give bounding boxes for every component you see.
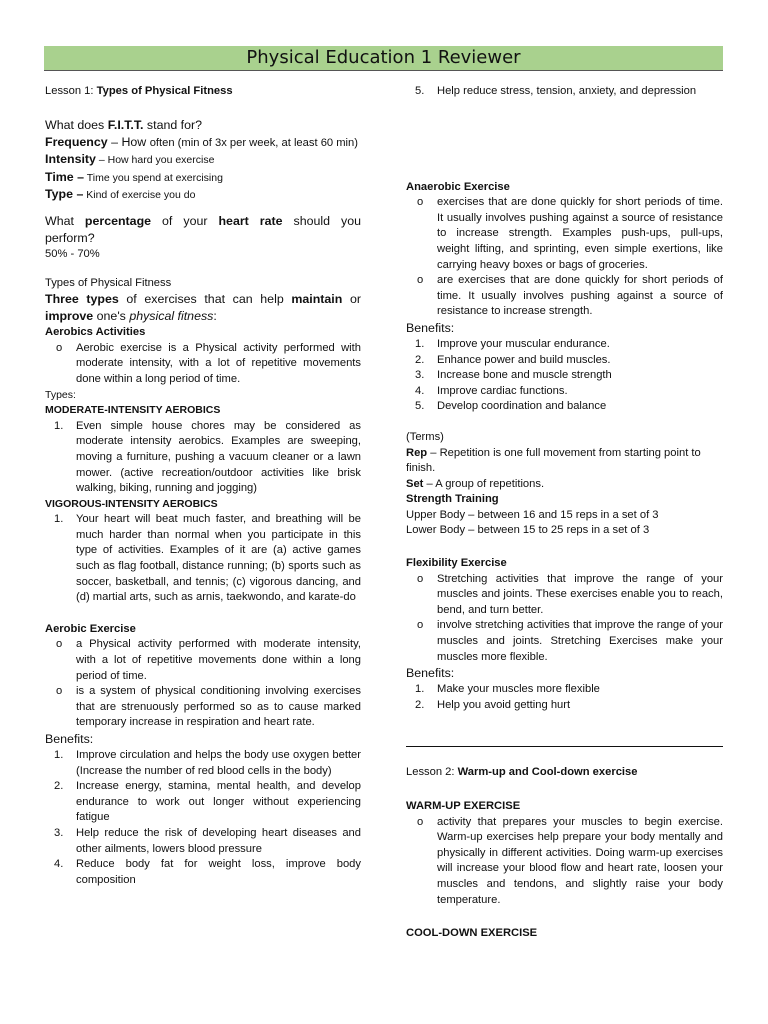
vigorous-heading: VIGOROUS-INTENSITY AEROBICS <box>45 497 218 510</box>
list-item: 5. Help reduce stress, tension, anxiety, and depression <box>415 85 697 97</box>
vigorous-list <box>45 512 361 606</box>
moderate-list <box>45 419 361 497</box>
list-item: o activity that prepares your muscles to begin exercise. Warm-up exercises help prepare your body mentally and physically in different activities. Doing warm-up exercises will increase your blood flow and heart rate, loosen your muscles and tendons, and slightly raise your body temperature. <box>406 815 723 909</box>
list-item: 2. Enhance power and build muscles. <box>415 353 611 366</box>
bullet-marker: o <box>417 572 424 585</box>
list-item: o are exercises that are done quickly for short periods of time. It usually involves pushing against a source of resistance to increase strength. <box>406 273 723 320</box>
warmup-heading: WARM-UP EXERCISE <box>406 800 521 812</box>
list-item: o is a system of physical conditioning involving exercises that are strenuously performed so as to cause marked temporary increase in respiration and heart rate. <box>45 684 361 731</box>
moderate-heading: MODERATE-INTENSITY AEROBICS <box>45 404 221 417</box>
fitt-frequency: Frequency – How often (min of 3x per week, at least 60 min) <box>45 134 358 149</box>
aerobics-heading: Aerobics Activities <box>45 326 146 339</box>
three-types-text: Three types of exercises that can help maintain or improve one's physical fitness: <box>45 292 361 324</box>
anaerobic-list <box>406 195 723 320</box>
bullet-marker: o <box>417 274 424 287</box>
aerobics-list <box>45 341 361 388</box>
strength-training-heading: Strength Training <box>406 493 499 506</box>
bullet-marker: o <box>56 638 63 651</box>
fitt-type: Type – Kind of exercise you do <box>45 187 196 202</box>
aerobic-benefits-continued <box>406 84 723 100</box>
list-item: o involve stretching activities that improve the range of your muscles and joints. Stretching Exercises make your muscles more flexible. <box>406 618 723 665</box>
list-item: 1. Even simple house chores may be considered as moderate intensity aerobics. Examples are sweeping, moving a furniture, pushing a vacuum cleaner or a lawn mower. (active recreation/outdoor activities like brisk walking, biking, running and jogging) <box>54 419 361 495</box>
flexibility-list <box>406 572 723 666</box>
bullet-marker: o <box>417 815 424 828</box>
terms-label: (Terms) <box>406 430 444 443</box>
list-item: o a Physical activity performed with moderate intensity, with a lot of repetitive movements done within a long period of time. <box>45 637 361 684</box>
list-item: o exercises that are done quickly for short periods of time. It usually involves pushing against a source of resistance to increase strength. Examples push-ups, pull-ups, weight lifting, and sprinting, even simple exertions, like carrying heavy boxes or bags of groceries. <box>406 195 723 273</box>
heart-rate-answer: 50% - 70% <box>45 247 100 260</box>
list-item: 1. Improve circulation and helps the body use oxygen better (Increase the number of red blood cells in the body) <box>54 749 361 777</box>
right-column <box>406 84 723 942</box>
list-item: 1. Make your muscles more flexible <box>415 683 600 696</box>
flexibility-benefits-list <box>406 682 723 713</box>
lesson-1-heading: Lesson 1: Types of Physical Fitness <box>45 85 233 97</box>
anaerobic-heading: Anaerobic Exercise <box>406 180 510 193</box>
aerobic-benefits-label: Benefits: <box>45 732 94 746</box>
list-item: 1. Your heart will beat much faster, and breathing will be much harder than normal when you participate in this type of activities. Examples of it are (a) active games such as flag football, distance running; (b) sports such as soccer, basketball, and tennis; (c) vigorous dancing, and (d) martial arts, such as arnis, taekwondo, and karate-do <box>54 513 361 604</box>
lesson-2-heading: Lesson 2: Warm-up and Cool-down exercise <box>406 766 638 779</box>
flexibility-benefits-label: Benefits: <box>406 666 455 681</box>
types-heading: Types of Physical Fitness <box>45 276 172 289</box>
list-item: 1. Improve your muscular endurance. <box>415 337 610 350</box>
bullet-marker: o <box>56 685 63 698</box>
left-column <box>45 84 361 888</box>
section-divider <box>406 746 723 747</box>
list-item: 4. Improve cardiac functions. <box>415 384 568 397</box>
warmup-list <box>406 815 723 909</box>
list-item: 5. Develop coordination and balance <box>415 400 607 413</box>
list-item: 3. Help reduce the risk of developing heart diseases and other ailments, lowers blood pressure <box>54 826 361 855</box>
list-item: 2. Help you avoid getting hurt <box>415 698 571 711</box>
aerobic-exercise-heading: Aerobic Exercise <box>45 622 136 635</box>
list-item: o Stretching activities that improve the range of your muscles and joints. These exercises enable you to reach, bend, and turn better. <box>406 572 723 619</box>
list-item: 2. Increase energy, stamina, mental health, and develop endurance to work out longer without experiencing fatigue <box>54 780 361 824</box>
fitt-intensity: Intensity – How hard you exercise <box>45 152 215 167</box>
list-item: 3. Increase bone and muscle strength <box>415 369 612 382</box>
list-item: 4. Reduce body fat for weight loss, improve body composition <box>54 858 361 886</box>
aerobic-benefits-list <box>45 748 361 888</box>
upper-body-reps: Upper Body – between 16 and 15 reps in a set of 3 <box>406 508 659 521</box>
fitt-time: Time – Time you spend at exercising <box>45 169 223 184</box>
aerobic-exercise-list <box>45 637 361 731</box>
list-item: o Aerobic exercise is a Physical activity performed with moderate intensity, with a lot of repetitive movements done within a long period of time. <box>45 341 361 388</box>
anaerobic-benefits-label: Benefits: <box>406 320 455 335</box>
rep-definition: Rep – Repetition is one full movement from starting point to finish. <box>406 446 701 475</box>
set-definition: Set – A group of repetitions. <box>406 477 545 490</box>
cooldown-heading: COOL-DOWN EXERCISE <box>406 927 538 940</box>
flexibility-heading: Flexibility Exercise <box>406 557 507 570</box>
fitt-question: What does F.I.T.T. stand for? <box>45 117 203 132</box>
bullet-marker: o <box>56 341 63 354</box>
lower-body-reps: Lower Body – between 15 to 25 reps in a set of 3 <box>406 524 650 537</box>
bullet-marker: o <box>417 619 424 632</box>
document-title: Physical Education 1 Reviewer <box>44 46 723 71</box>
anaerobic-benefits-list <box>406 337 723 415</box>
types-label: Types: <box>45 388 76 401</box>
heart-rate-question: What percentage of your heart rate should you perform? <box>45 213 361 245</box>
bullet-marker: o <box>417 196 424 209</box>
